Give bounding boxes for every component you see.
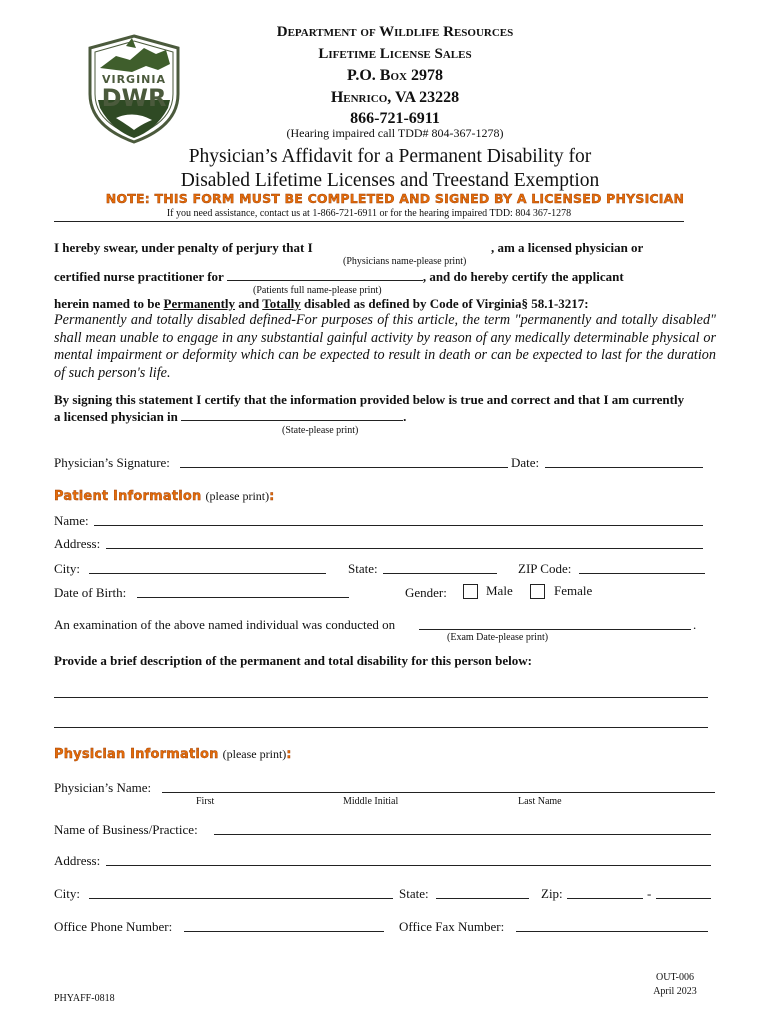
physician-address-field[interactable] [106, 865, 711, 866]
exam-period: . [693, 617, 697, 632]
patient-city-label: City: [54, 561, 81, 576]
header-pobox: P.O. Box 2978 [347, 67, 443, 84]
swear-text-4: , and do hereby certify the applicant [422, 269, 624, 284]
physician-zip-label: Zip: [541, 886, 563, 901]
signature-label: Physician’s Signature: [54, 455, 170, 470]
patient-address-label: Address: [54, 536, 101, 551]
form-title-line2: Disabled Lifetime Licenses and Treestand Exemption [180, 170, 600, 191]
form-code: PHYAFF-0818 [54, 993, 115, 1004]
certify-line1: By signing this statement I certify that the information provided below is true and correct and that I am currently [54, 392, 685, 407]
patient-name-label: Name: [54, 513, 89, 528]
physician-state-label: State: [399, 886, 429, 901]
header-sales: Lifetime License Sales [318, 45, 472, 62]
header-city: Henrico, VA 23228 [330, 88, 460, 106]
dob-label: Date of Birth: [54, 585, 127, 600]
assist-rule [54, 221, 684, 222]
physician-info-heading: Physician Information [54, 747, 219, 762]
date-label: Date: [511, 455, 540, 470]
and-text: and [235, 296, 263, 311]
physician-zip4-field[interactable] [656, 898, 711, 899]
state-license-blank[interactable] [181, 409, 403, 421]
first-name-hint: First [196, 796, 215, 807]
logo-agency: DWR [101, 84, 167, 112]
business-label: Name of Business/Practice: [54, 822, 198, 837]
swear-text-3: certified nurse practitioner for [54, 269, 224, 284]
patient-city-field[interactable] [89, 573, 326, 574]
assistance-text: If you need assistance, contact us at 1-866-721-6911 or for the hearing impaired TDD: 804 367-1278 [166, 208, 572, 219]
last-name-hint: Last Name [518, 796, 562, 807]
exam-date-field[interactable] [419, 629, 691, 630]
male-checkbox[interactable] [463, 584, 478, 599]
patient-state-field[interactable] [383, 573, 497, 574]
female-label: Female [554, 583, 593, 598]
patient-address-field[interactable] [106, 548, 703, 549]
swear-text-1: I hereby swear, under penalty of perjury that I [54, 240, 313, 255]
totally-text: Totally [262, 296, 301, 311]
header-phone: 866-721-6911 [350, 110, 440, 127]
patient-name-blank[interactable] [227, 268, 423, 281]
describe-prompt: Provide a brief description of the permanent and total disability for this person below: [54, 653, 532, 668]
physician-info-hint: (please print) [222, 747, 287, 761]
office-phone-label: Office Phone Number: [54, 919, 173, 934]
permanently-text: Permanently [163, 296, 236, 311]
physician-name-label: Physician’s Name: [54, 780, 152, 795]
certify-line2: a licensed physician in [54, 409, 178, 424]
header-tdd: (Hearing impaired call TDD# 804-367-1278) [286, 126, 504, 140]
patient-heading-colon: : [269, 489, 275, 504]
description-line-1[interactable] [54, 697, 708, 698]
revision-date: April 2023 [653, 986, 697, 997]
patient-name-field[interactable] [94, 525, 703, 526]
female-checkbox[interactable] [530, 584, 545, 599]
middle-initial-hint: Middle Initial [343, 796, 399, 807]
zip-dash: - [647, 886, 652, 901]
swear-text-5b: disabled as defined by Code of Virginia§ 58.1-3217: [300, 296, 589, 311]
physician-city-label: City: [54, 886, 81, 901]
physician-zip-field[interactable] [567, 898, 643, 899]
note-banner: NOTE: THIS FORM MUST BE COMPLETED AND SIGNED BY A LICENSED PHYSICIAN [105, 191, 685, 206]
description-line-2[interactable] [54, 727, 708, 728]
male-label: Male [486, 583, 513, 598]
date-field[interactable] [545, 467, 703, 468]
physician-name-field[interactable] [162, 792, 715, 793]
physician-city-field[interactable] [89, 898, 393, 899]
state-hint: (State-please print) [282, 425, 359, 436]
office-fax-field[interactable] [516, 931, 708, 932]
patient-state-label: State: [348, 561, 378, 576]
logo-state: VIRGINIA [101, 73, 166, 86]
gender-label: Gender: [405, 585, 447, 600]
office-phone-field[interactable] [184, 931, 384, 932]
out-code: OUT-006 [656, 972, 694, 983]
swear-text-5a: herein named to be [54, 296, 164, 311]
patient-zip-field[interactable] [579, 573, 705, 574]
dob-field[interactable] [137, 597, 349, 598]
patient-info-heading: Patient Information [54, 489, 202, 504]
office-fax-label: Office Fax Number: [399, 919, 505, 934]
form-title-line1: Physician’s Affidavit for a Permanent Disability for [188, 146, 592, 167]
disability-definition: Permanently and totally disabled defined-For purposes of this article, the term "permanently and totally disabled" shall mean unable to engage in any substantial gainful activity by reason of any medically determinable physical or mental impairment or deformity which can be expected to result in death or can be expected to last for the duration of such person's life. [54, 312, 716, 381]
dwr-logo [86, 34, 182, 144]
exam-text: An examination of the above named individual was conducted on [54, 617, 396, 632]
swear-text-2: , am a licensed physician or [490, 240, 644, 255]
patient-zip-label: ZIP Code: [518, 561, 572, 576]
business-field[interactable] [214, 834, 711, 835]
patient-info-hint: (please print) [205, 489, 270, 503]
patient-name-hint: (Patients full name-please print) [253, 285, 382, 296]
physician-heading-colon: : [286, 747, 292, 762]
physician-address-label: Address: [54, 853, 101, 868]
physician-state-field[interactable] [436, 898, 529, 899]
physician-name-hint: (Physicians name-please print) [343, 256, 467, 267]
signature-field[interactable] [180, 467, 508, 468]
exam-date-hint: (Exam Date-please print) [447, 632, 549, 643]
header-department: Department of Wildlife Resources [276, 24, 514, 40]
